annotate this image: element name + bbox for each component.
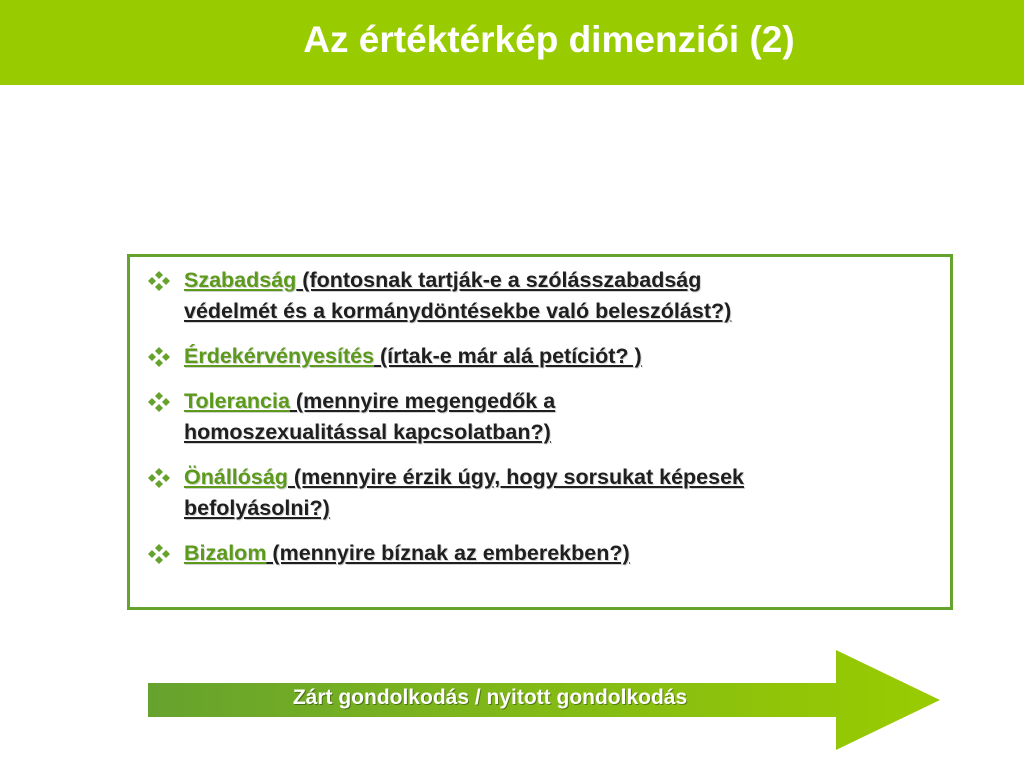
diamond-cluster-icon <box>146 391 172 413</box>
dimension-description-link[interactable]: (írtak-e már alá petíciót? ) <box>374 344 642 368</box>
dimension-description-link[interactable]: (mennyire érzik úgy, hogy sorsukat képesek <box>287 465 745 489</box>
diamond-cluster-icon <box>146 467 172 489</box>
dimension-description-link[interactable]: (mennyire megengedők a <box>289 389 556 413</box>
arrow-label: Zárt gondolkodás / nyitott gondolkodás <box>292 686 688 709</box>
dimension-description-link[interactable]: (mennyire bíznak az emberekben?) <box>266 541 630 565</box>
dimension-description-link[interactable]: homoszexualitással kapcsolatban?) <box>184 420 551 444</box>
list-item <box>144 386 940 448</box>
dimension-term-link[interactable]: Szabadság <box>184 268 297 292</box>
dimension-term-link[interactable]: Érdekérvényesítés <box>184 344 375 368</box>
diamond-cluster-icon <box>146 346 172 368</box>
diamond-cluster-icon <box>146 543 172 565</box>
dimension-description-link[interactable]: (fontosnak tartják-e a szólásszabadság <box>296 268 702 292</box>
dimension-term-link[interactable]: Önállóság <box>184 465 288 489</box>
dimension-term-link[interactable]: Bizalom <box>184 541 267 565</box>
list-item <box>144 462 940 524</box>
slide-title: Az értéktérkép dimenziói (2) <box>303 18 795 60</box>
list-item <box>144 265 940 327</box>
list-item <box>144 341 940 372</box>
diamond-cluster-icon <box>146 270 172 292</box>
list-item <box>144 538 940 569</box>
dimension-description-link[interactable]: védelmét és a kormánydöntésekbe való beleszólást?) <box>184 299 732 323</box>
dimension-term-link[interactable]: Tolerancia <box>184 389 290 413</box>
dimensions-box <box>127 254 953 610</box>
dimension-description-link[interactable]: befolyásolni?) <box>184 496 330 520</box>
